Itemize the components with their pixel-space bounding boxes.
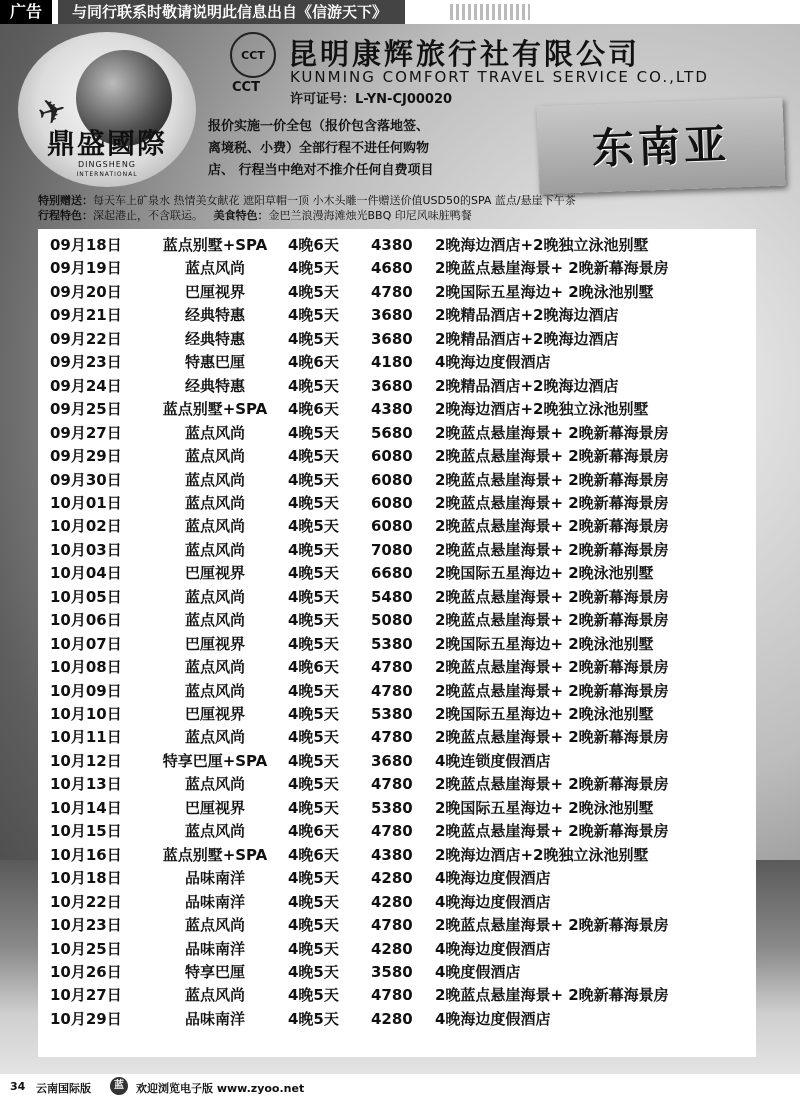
- tour-hotel: 2晚海边酒店+2晚独立泳池别墅: [435, 400, 649, 419]
- tour-price: 3680: [371, 376, 413, 395]
- tour-product: 蓝点风尚: [184, 916, 245, 935]
- tour-notes: [38, 193, 788, 223]
- tour-product: 蓝点风尚: [184, 822, 245, 841]
- tour-date: 09月22日: [50, 329, 122, 348]
- tour-price: 7080: [371, 540, 413, 559]
- tour-date: 10月10日: [50, 705, 122, 723]
- ad-bar: [0, 0, 800, 24]
- tour-row: [38, 609, 756, 632]
- company-name-cn: 昆明康辉旅行社有限公司: [288, 37, 641, 71]
- tour-row: [38, 750, 756, 773]
- tour-price: 4780: [371, 728, 413, 747]
- tour-product: 巴厘视界: [184, 564, 245, 583]
- tour-hotel: 2晚蓝点悬崖海景+ 2晚新幕海景房: [435, 470, 669, 489]
- tour-price: 4780: [371, 681, 413, 700]
- tour-duration: 4晚5天: [288, 681, 339, 700]
- tour-price: 4380: [371, 400, 413, 419]
- tour-date: 10月04日: [50, 564, 122, 583]
- tour-row: [38, 304, 756, 327]
- cct-flower-icon: [230, 32, 276, 78]
- tour-product: 蓝点风尚: [184, 423, 245, 442]
- tour-date: 09月25日: [50, 400, 122, 419]
- tour-row: [38, 351, 756, 374]
- tour-duration: 4晚5天: [288, 423, 339, 442]
- tour-date: 09月29日: [50, 447, 122, 466]
- tour-hotel: 4晚海边度假酒店: [435, 1009, 551, 1028]
- tour-duration: 4晚6天: [288, 658, 339, 677]
- tour-hotel: 2晚蓝点悬崖海景+ 2晚新幕海景房: [435, 493, 669, 512]
- tour-product: 蓝点风尚: [184, 493, 245, 512]
- tour-row: [38, 515, 756, 538]
- tour-date: 10月23日: [50, 916, 122, 935]
- tour-row: [38, 492, 756, 515]
- tour-duration: 4晚5天: [288, 447, 339, 466]
- cct-badge-label: CCT: [241, 48, 265, 62]
- logo-english-subtitle: INTERNATIONAL: [76, 171, 138, 178]
- food-label: 美食特色：: [213, 209, 269, 222]
- tour-row: [38, 656, 756, 679]
- tour-hotel: 4晚海边度假酒店: [435, 353, 551, 372]
- tour-price: 4780: [371, 986, 413, 1005]
- tour-price: 4280: [371, 939, 413, 958]
- tour-price: 4680: [371, 259, 413, 278]
- tour-row: [38, 773, 756, 796]
- tour-price: 5380: [371, 634, 413, 653]
- page-number: 34: [10, 1080, 26, 1093]
- tour-row: [38, 469, 756, 492]
- tour-product: 蓝点别墅+SPA: [162, 236, 268, 254]
- tour-hotel: 2晚蓝点悬崖海景+ 2晚新幕海景房: [435, 423, 669, 442]
- airplane-icon: ✈: [33, 88, 72, 136]
- tour-date: 10月07日: [50, 634, 122, 653]
- tour-duration: 4晚5天: [288, 517, 339, 536]
- ad-tag: 广告: [0, 0, 52, 24]
- tour-row: [38, 844, 756, 867]
- tour-date: 10月01日: [50, 493, 122, 512]
- tour-date: 09月19日: [50, 259, 122, 278]
- tour-price: 3680: [371, 329, 413, 348]
- tour-row: [38, 820, 756, 843]
- tour-product: 蓝点风尚: [184, 728, 245, 747]
- ad-stripes-decoration: [450, 4, 530, 20]
- company-name-en: KUNMING COMFORT TRAVEL SERVICE CO.,LTD: [290, 68, 709, 86]
- tour-row: [38, 680, 756, 703]
- tour-duration: 4晚5天: [288, 587, 339, 606]
- tour-hotel: 2晚国际五星海边+ 2晚泳池别墅: [435, 564, 654, 583]
- tour-hotel: 2晚精品酒店+2晚海边酒店: [435, 329, 619, 348]
- tour-duration: 4晚5天: [288, 634, 339, 653]
- tour-row: [38, 984, 756, 1007]
- tour-product: 蓝点风尚: [184, 447, 245, 466]
- tour-hotel: 2晚蓝点悬崖海景+ 2晚新幕海景房: [435, 540, 669, 559]
- tour-date: 09月27日: [50, 423, 122, 442]
- tour-price: 5480: [371, 587, 413, 606]
- tour-price: 4380: [371, 845, 413, 864]
- tour-hotel: 2晚蓝点悬崖海景+ 2晚新幕海景房: [435, 681, 669, 700]
- tour-price: 5680: [371, 423, 413, 442]
- tour-product: 品味南洋: [184, 892, 245, 911]
- tour-row: [38, 234, 756, 257]
- tour-duration: 4晚5天: [288, 798, 339, 817]
- tour-date: 10月12日: [50, 751, 122, 770]
- tour-row: [38, 375, 756, 398]
- tour-duration: 4晚5天: [288, 751, 339, 770]
- tour-product: 蓝点风尚: [184, 259, 245, 278]
- tour-duration: 4晚5天: [288, 1009, 339, 1028]
- tour-duration: 4晚5天: [288, 306, 339, 325]
- wooden-sign: [537, 98, 786, 195]
- pricing-line: 报价实施一价全包（报价包含落地签、: [208, 119, 430, 134]
- tour-product: 蓝点别墅+SPA: [162, 845, 268, 864]
- tour-date: 10月14日: [50, 798, 122, 817]
- tour-duration: 4晚5天: [288, 939, 339, 958]
- tour-duration: 4晚5天: [288, 962, 339, 981]
- tour-duration: 4晚6天: [288, 400, 339, 419]
- tour-date: 10月13日: [50, 775, 122, 794]
- tour-product: 蓝点别墅+SPA: [162, 400, 268, 419]
- tour-hotel: 2晚蓝点悬崖海景+ 2晚新幕海景房: [435, 587, 669, 606]
- tour-price: 4780: [371, 916, 413, 935]
- tour-duration: 4晚5天: [288, 611, 339, 630]
- tour-hotel: 2晚蓝点悬崖海景+ 2晚新幕海景房: [435, 259, 669, 278]
- tour-product: 蓝点风尚: [184, 470, 245, 489]
- tour-price: 4380: [371, 236, 413, 254]
- tour-duration: 4晚5天: [288, 493, 339, 512]
- tour-row: [38, 328, 756, 351]
- tour-duration: 4晚5天: [288, 705, 339, 723]
- tour-duration: 4晚5天: [288, 775, 339, 794]
- tour-date: 10月08日: [50, 658, 122, 677]
- gift-label: 特别赠送：: [38, 194, 93, 207]
- tour-price: 4780: [371, 775, 413, 794]
- tour-duration: 4晚5天: [288, 986, 339, 1005]
- tour-schedule-table: [38, 229, 756, 1057]
- tour-duration: 4晚5天: [288, 540, 339, 559]
- tour-row: [38, 562, 756, 585]
- tour-date: 09月18日: [50, 236, 122, 254]
- tour-hotel: 2晚国际五星海边+ 2晚泳池别墅: [435, 634, 654, 653]
- tour-product: 特享巴厘+SPA: [162, 751, 268, 770]
- tour-hotel: 2晚蓝点悬崖海景+ 2晚新幕海景房: [435, 986, 669, 1005]
- edition-badge: 蓝: [110, 1077, 128, 1095]
- region-title: 东南亚: [591, 119, 731, 174]
- tour-row: [38, 633, 756, 656]
- tour-duration: 4晚5天: [288, 564, 339, 583]
- tour-hotel: 2晚蓝点悬崖海景+ 2晚新幕海景房: [435, 658, 669, 677]
- tour-product: 蓝点风尚: [184, 540, 245, 559]
- footer: [0, 1074, 800, 1100]
- tour-row: [38, 445, 756, 468]
- tour-date: 10月27日: [50, 986, 122, 1005]
- tour-hotel: 4晚海边度假酒店: [435, 869, 551, 888]
- tour-product: 蓝点风尚: [184, 775, 245, 794]
- tour-row: [38, 961, 756, 984]
- tour-duration: 4晚6天: [288, 236, 339, 254]
- tour-product: 特享巴厘: [184, 962, 245, 981]
- tour-hotel: 2晚蓝点悬崖海景+ 2晚新幕海景房: [435, 916, 669, 935]
- tour-hotel: 2晚蓝点悬崖海景+ 2晚新幕海景房: [435, 517, 669, 536]
- feature-note: [38, 208, 788, 223]
- tour-price: 4780: [371, 658, 413, 677]
- tour-hotel: 2晚精品酒店+2晚海边酒店: [435, 306, 619, 325]
- tour-row: [38, 398, 756, 421]
- gift-note: [38, 193, 788, 208]
- tour-date: 10月09日: [50, 681, 122, 700]
- tour-row: [38, 914, 756, 937]
- tour-price: 4280: [371, 892, 413, 911]
- tour-hotel: 2晚蓝点悬崖海景+ 2晚新幕海景房: [435, 447, 669, 466]
- tour-duration: 4晚6天: [288, 845, 339, 864]
- tour-date: 09月30日: [50, 470, 122, 489]
- tour-row: [38, 726, 756, 749]
- tour-duration: 4晚5天: [288, 282, 339, 301]
- tour-price: 5380: [371, 798, 413, 817]
- tour-duration: 4晚5天: [288, 916, 339, 935]
- tour-price: 6080: [371, 517, 413, 536]
- tour-price: 5080: [371, 611, 413, 630]
- pricing-line: 离境税、小费）全部行程不进任何购物: [208, 141, 430, 156]
- tour-hotel: 4晚连锁度假酒店: [435, 751, 551, 770]
- tour-product: 品味南洋: [184, 869, 245, 888]
- tour-price: 3580: [371, 962, 413, 981]
- tour-product: 蓝点风尚: [184, 986, 245, 1005]
- tour-hotel: 2晚精品酒店+2晚海边酒店: [435, 376, 619, 395]
- tour-price: 4280: [371, 869, 413, 888]
- tour-price: 4280: [371, 1009, 413, 1028]
- tour-price: 4180: [371, 353, 413, 372]
- tour-date: 10月02日: [50, 517, 122, 536]
- tour-price: 6680: [371, 564, 413, 583]
- tour-hotel: 2晚蓝点悬崖海景+ 2晚新幕海景房: [435, 822, 669, 841]
- tour-product: 蓝点风尚: [184, 681, 245, 700]
- tour-date: 10月18日: [50, 869, 122, 888]
- tour-product: 巴厘视界: [184, 634, 245, 653]
- tour-product: 品味南洋: [184, 1009, 245, 1028]
- tour-duration: 4晚5天: [288, 869, 339, 888]
- tour-product: 巴厘视界: [184, 798, 245, 817]
- tour-product: 经典特惠: [184, 329, 245, 348]
- tour-date: 10月26日: [50, 962, 122, 981]
- tour-price: 5380: [371, 705, 413, 723]
- tour-date: 10月16日: [50, 845, 122, 864]
- tour-row: [38, 938, 756, 961]
- tour-duration: 4晚5天: [288, 728, 339, 747]
- tour-product: 经典特惠: [184, 376, 245, 395]
- tour-row: [38, 257, 756, 280]
- pricing-policy: [208, 116, 528, 182]
- edition-label: 云南国际版: [36, 1082, 91, 1095]
- feature-label: 行程特色：: [38, 209, 93, 222]
- tour-duration: 4晚5天: [288, 329, 339, 348]
- tour-row: [38, 539, 756, 562]
- cct-label: CCT: [232, 80, 260, 95]
- tour-duration: 4晚5天: [288, 376, 339, 395]
- tour-date: 10月15日: [50, 822, 122, 841]
- tour-date: 09月23日: [50, 353, 122, 372]
- tour-date: 10月03日: [50, 540, 122, 559]
- tour-hotel: 2晚国际五星海边+ 2晚泳池别墅: [435, 282, 654, 301]
- tour-date: 09月24日: [50, 376, 122, 395]
- tour-hotel: 2晚蓝点悬崖海景+ 2晚新幕海景房: [435, 611, 669, 630]
- tour-price: 4780: [371, 822, 413, 841]
- tour-duration: 4晚6天: [288, 822, 339, 841]
- tour-price: 6080: [371, 447, 413, 466]
- pricing-line: 店、 行程当中绝对不推介任何自费项目: [208, 163, 434, 178]
- tour-product: 巴厘视界: [184, 705, 245, 723]
- tour-hotel: 2晚海边酒店+2晚独立泳池别墅: [435, 236, 649, 254]
- tour-row: [38, 586, 756, 609]
- tour-price: 6080: [371, 493, 413, 512]
- tour-date: 10月06日: [50, 611, 122, 630]
- tour-price: 3680: [371, 751, 413, 770]
- tour-date: 10月22日: [50, 892, 122, 911]
- dingsheng-logo: [18, 32, 196, 187]
- tour-price: 6080: [371, 470, 413, 489]
- food-text: 金巴兰浪漫海滩烛光BBQ 印尼风味脏鸭餐: [268, 209, 472, 222]
- logo-english-name: DINGSHENG: [77, 160, 137, 169]
- ad-notice: 与同行联系时敬请说明此信息出自《信游天下》: [58, 0, 405, 24]
- tour-hotel: 4晚海边度假酒店: [435, 892, 551, 911]
- tour-row: [38, 891, 756, 914]
- tour-row: [38, 797, 756, 820]
- tour-hotel: 4晚海边度假酒店: [435, 939, 551, 958]
- tour-product: 特惠巴厘: [184, 353, 245, 372]
- tour-row: [38, 1008, 756, 1031]
- tour-product: 经典特惠: [184, 306, 245, 325]
- tour-product: 蓝点风尚: [184, 587, 245, 606]
- gift-text: 每天车上矿泉水 热情美女献花 遮阳草帽一顶 小木头雕一件赠送价值USD50的SPA 蓝点/悬崖下午茶: [93, 194, 576, 207]
- tour-product: 蓝点风尚: [184, 517, 245, 536]
- tour-product: 巴厘视界: [184, 282, 245, 301]
- tour-row: [38, 867, 756, 890]
- tour-hotel: 2晚蓝点悬崖海景+ 2晚新幕海景房: [435, 775, 669, 794]
- tour-hotel: 2晚国际五星海边+ 2晚泳池别墅: [435, 798, 654, 817]
- tour-date: 09月20日: [50, 282, 122, 301]
- tour-duration: 4晚5天: [288, 259, 339, 278]
- logo-chinese-name: 鼎盛國際: [46, 127, 167, 160]
- feature-text: 深起港止，不含联运。: [93, 209, 203, 222]
- tour-date: 09月21日: [50, 306, 122, 325]
- tour-duration: 4晚5天: [288, 470, 339, 489]
- tour-row: [38, 281, 756, 304]
- license-number: 许可证号：L-YN-CJ00020: [290, 92, 453, 107]
- tour-hotel: 2晚国际五星海边+ 2晚泳池别墅: [435, 705, 654, 723]
- tour-product: 品味南洋: [184, 939, 245, 958]
- tour-hotel: 2晚海边酒店+2晚独立泳池别墅: [435, 845, 649, 864]
- tour-duration: 4晚5天: [288, 892, 339, 911]
- tour-price: 4780: [371, 282, 413, 301]
- tour-row: [38, 703, 756, 726]
- tour-date: 10月11日: [50, 728, 122, 747]
- tour-hotel: 2晚蓝点悬崖海景+ 2晚新幕海景房: [435, 728, 669, 747]
- header: [18, 30, 788, 190]
- tour-price: 3680: [371, 306, 413, 325]
- website-link[interactable]: 欢迎浏览电子版 www.zyoo.net: [136, 1082, 305, 1095]
- tour-row: [38, 422, 756, 445]
- tour-date: 10月05日: [50, 587, 122, 606]
- tour-duration: 4晚6天: [288, 353, 339, 372]
- tour-product: 蓝点风尚: [184, 611, 245, 630]
- tour-date: 10月25日: [50, 939, 122, 958]
- tour-hotel: 4晚度假酒店: [435, 962, 521, 981]
- tour-date: 10月29日: [50, 1009, 122, 1028]
- tour-product: 蓝点风尚: [184, 658, 245, 677]
